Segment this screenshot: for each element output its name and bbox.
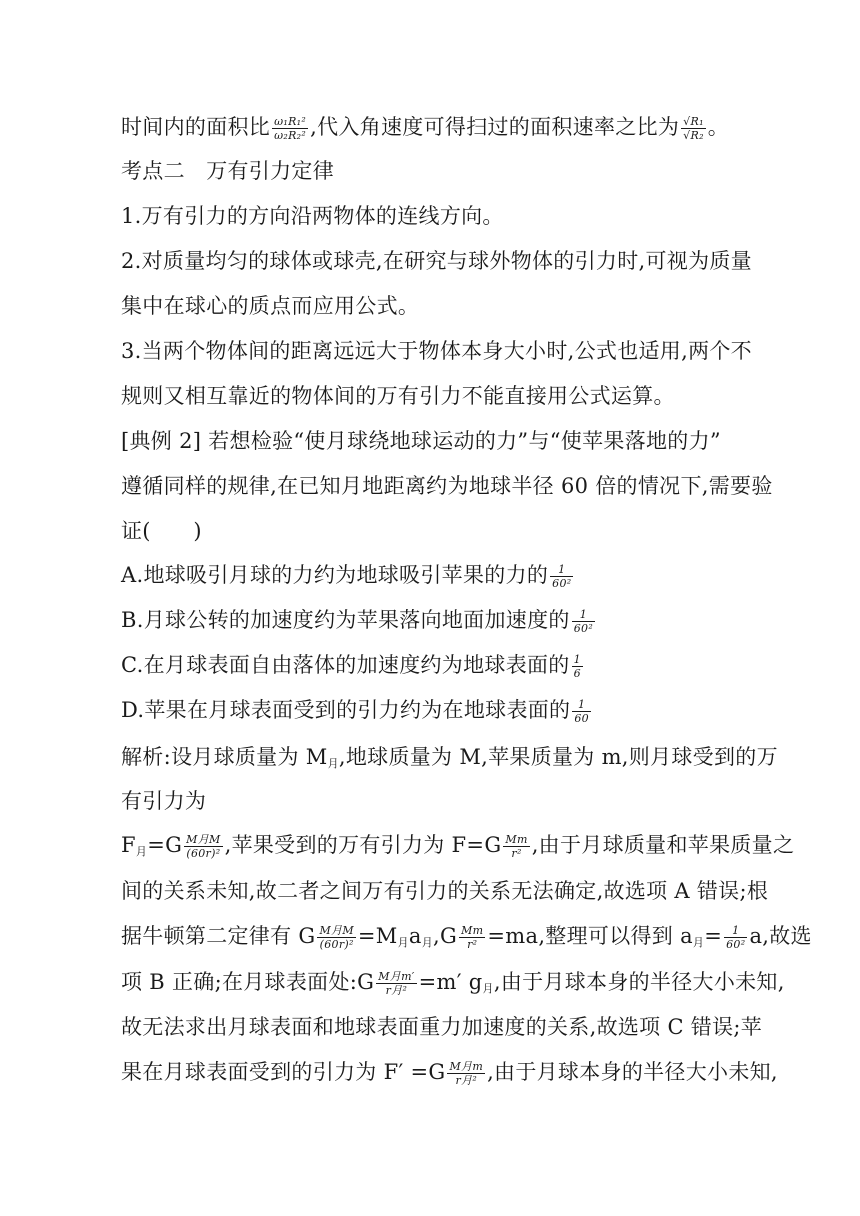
solution-line-3	[121, 830, 794, 860]
solution-line-2: 有引力为	[121, 789, 207, 813]
example-line-3: 证( )	[121, 519, 202, 543]
text-segment: ,苹果受到的万有引力为 F=G	[224, 833, 502, 857]
formula-fraction	[724, 924, 747, 951]
option-d	[121, 695, 593, 725]
fraction-denominator: r月²	[376, 983, 416, 997]
option-a	[121, 560, 575, 590]
text-segment: ,地球质量为 M,苹果质量为 m,则月球受到的万	[338, 745, 778, 769]
formula-fraction	[376, 970, 416, 997]
rate-ratio-fraction	[681, 115, 706, 142]
example-line-2: 遵循同样的规律,在已知月地距离约为地球半径 60 倍的情况下,需要验	[121, 474, 773, 498]
text-segment: ,代入角速度可得扫过的面积速率之比为	[310, 115, 680, 139]
text-segment: 项 B 正确;在月球表面处:G	[121, 970, 375, 994]
point-2-line-2: 集中在球心的质点而应用公式。	[121, 294, 420, 318]
subscript: 月	[421, 936, 434, 949]
fraction-numerator: Mm	[461, 924, 484, 937]
example-line-1: [典例 2] 若想检验“使月球绕地球运动的力”与“使苹果落地的力”	[121, 429, 721, 453]
option-text: C.在月球表面自由落体的加速度约为地球表面的	[121, 653, 570, 677]
subscript: 月	[692, 936, 705, 949]
fraction-numerator: 1	[578, 698, 586, 711]
text-segment: ,由于月球质量和苹果质量之	[531, 833, 795, 857]
text-segment: =ma,整理可以得到 a	[487, 924, 693, 948]
option-fraction	[572, 653, 583, 680]
text-segment: =	[704, 924, 723, 948]
option-text: B.月球公转的加速度约为苹果落向地面加速度的	[121, 608, 570, 632]
fraction-denominator: (60r)²	[317, 937, 355, 951]
fraction-numerator: ω₁R₁²	[274, 115, 307, 128]
solution-line-4: 间的关系未知,故二者之间万有引力的关系无法确定,故选项 A 错误;根	[121, 879, 769, 903]
fraction-denominator: ω₂R₂²	[274, 129, 307, 142]
subscript: 月	[135, 845, 148, 858]
fraction-numerator: 1	[579, 608, 588, 621]
option-b	[121, 605, 597, 635]
fraction-numerator: M月M	[186, 833, 221, 846]
subscript: 月	[327, 757, 339, 770]
fraction-denominator: r²	[459, 937, 485, 951]
text-segment: F	[121, 833, 136, 857]
formula-fraction	[184, 833, 222, 860]
solution-line-1	[121, 742, 778, 772]
option-fraction	[572, 698, 591, 725]
fraction-numerator: √R₁	[683, 115, 704, 128]
section-heading: 考点二 万有引力定律	[121, 159, 334, 183]
text-segment: =G	[147, 833, 183, 857]
option-text: D.苹果在月球表面受到的引力约为在地球表面的	[121, 698, 571, 722]
text-segment: 时间内的面积比	[121, 115, 271, 139]
fraction-denominator: 60²	[552, 577, 572, 590]
solution-line-5	[121, 921, 812, 951]
text-segment: =M	[357, 924, 398, 948]
fraction-numerator: 1	[573, 653, 581, 666]
text-segment: 。	[707, 115, 730, 139]
text-segment: ,由于月球本身的半径大小未知,	[493, 970, 785, 994]
subscript: 月	[397, 936, 409, 949]
fraction-numerator: 1	[558, 563, 566, 576]
fraction-denominator: (60r)²	[184, 846, 222, 860]
solution-line-8	[121, 1057, 778, 1087]
text-segment: ,由于月球本身的半径大小未知,	[487, 1060, 778, 1084]
fraction-numerator: Mm	[505, 833, 528, 846]
area-ratio-fraction	[272, 115, 308, 142]
text-segment: a	[408, 924, 422, 948]
formula-fraction	[459, 924, 485, 951]
text-segment: a,故选	[749, 924, 812, 948]
formula-fraction	[503, 833, 529, 860]
fraction-denominator: r²	[503, 846, 529, 860]
solution-line-6	[121, 967, 785, 997]
fraction-denominator: √R₂	[683, 129, 704, 142]
fraction-denominator: 6	[573, 667, 581, 680]
fraction-numerator: M月M	[319, 924, 354, 937]
fraction-denominator: 60	[574, 712, 589, 725]
point-2-line-1: 2.对质量均匀的球体或球壳,在研究与球外物体的引力时,可视为质量	[121, 249, 752, 273]
option-fraction	[550, 563, 573, 590]
fraction-denominator: 60²	[573, 622, 594, 635]
option-text: A.地球吸引月球的力约为地球吸引苹果的力的	[121, 563, 549, 587]
solution-line-7: 故无法求出月球表面和地球表面重力加速度的关系,故选项 C 错误;苹	[121, 1015, 763, 1039]
text-segment: 果在月球表面受到的引力为 F′ =G	[121, 1060, 446, 1084]
formula-fraction	[317, 924, 355, 951]
fraction-numerator: M月m′	[378, 970, 415, 983]
formula-fraction	[447, 1060, 485, 1087]
text-line-1	[121, 112, 729, 142]
text-segment: 据牛顿第二定律有 G	[121, 924, 316, 948]
fraction-denominator: r月²	[447, 1073, 485, 1087]
fraction-numerator: M月m	[449, 1060, 484, 1073]
option-fraction	[572, 608, 595, 635]
text-segment: ,G	[433, 924, 458, 948]
fraction-denominator: 60²	[726, 938, 746, 951]
point-3-line-1: 3.当两个物体间的距离远远大于物体本身大小时,公式也适用,两个不	[121, 339, 752, 363]
fraction-numerator: 1	[732, 924, 740, 937]
subscript: 月	[482, 982, 494, 995]
point-1: 1.万有引力的方向沿两物体的连线方向。	[121, 204, 504, 228]
text-segment: 解析:设月球质量为 M	[121, 745, 328, 769]
option-c	[121, 650, 585, 680]
point-3-line-2: 规则又相互靠近的物体间的万有引力不能直接用公式运算。	[121, 384, 675, 408]
text-segment: =m′ g	[418, 970, 483, 994]
